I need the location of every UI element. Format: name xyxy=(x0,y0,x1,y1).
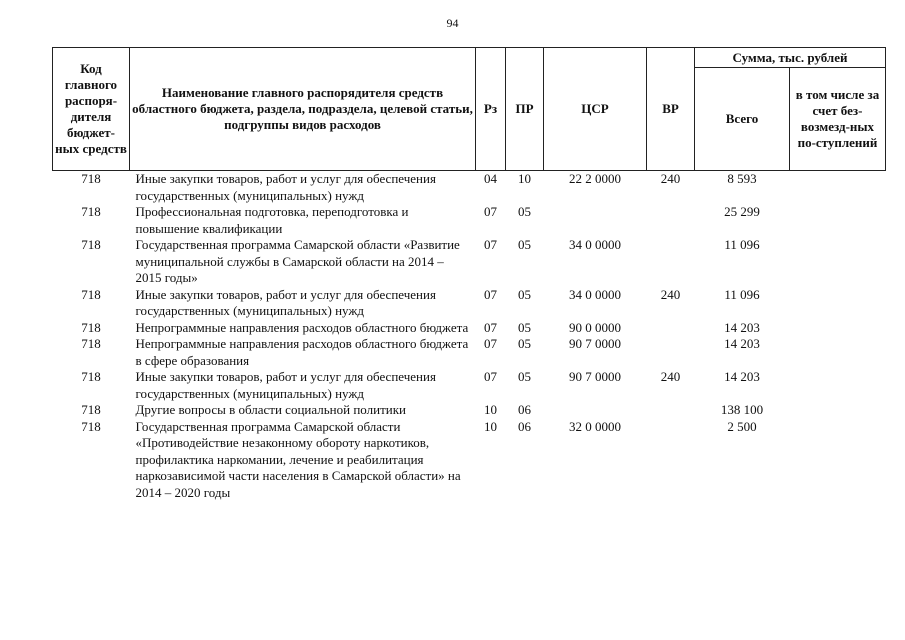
header-code: Код главного распоря-дителя бюджет-ных средств xyxy=(53,48,130,171)
cell-pr: 06 xyxy=(518,418,531,434)
cell-free xyxy=(790,237,886,287)
cell-csr: 34 0 0000 xyxy=(569,286,621,302)
cell-free xyxy=(790,402,886,419)
cell-vr: 240 xyxy=(660,171,681,186)
cell-pr: 05 xyxy=(518,286,531,302)
cell-pr: 05 xyxy=(518,237,531,252)
cell-rz: 10 xyxy=(484,402,497,417)
cell-code: 718 xyxy=(81,286,101,302)
cell-vr xyxy=(647,336,695,369)
cell-pr: 05 xyxy=(518,336,531,351)
cell-rz: 07 xyxy=(484,369,497,384)
cell-csr: 90 7 0000 xyxy=(569,369,621,384)
cell-code: 718 xyxy=(81,171,101,186)
cell-free xyxy=(790,336,886,369)
page-number: 94 xyxy=(446,16,459,30)
cell-code: 718 xyxy=(81,204,101,219)
budget-table xyxy=(52,47,886,501)
cell-csr: 90 7 0000 xyxy=(569,336,621,351)
header-name: Наименование главного распорядителя средств областного бюджета, раздела, подраздела, целевой статьи, подгруппы видов расходов xyxy=(130,48,476,171)
cell-csr xyxy=(544,204,647,237)
cell-total: 138 100 xyxy=(720,402,764,417)
cell-vr xyxy=(647,402,695,419)
cell-csr: 22 2 0000 xyxy=(569,171,621,186)
cell-total: 25 299 xyxy=(724,204,760,219)
cell-rz: 07 xyxy=(484,237,497,252)
header-sum: Сумма, тыс. рублей xyxy=(695,48,886,68)
cell-vr: 240 xyxy=(660,369,681,384)
cell-name: Иные закупки товаров, работ и услуг для обеспечения государственных (муниципальных) нужд xyxy=(135,171,436,203)
header-pr: ПР xyxy=(506,48,544,171)
cell-pr: 06 xyxy=(518,402,531,417)
cell-rz: 07 xyxy=(484,204,497,219)
table-row xyxy=(53,336,886,369)
cell-name: Профессиональная подготовка, переподготовка и повышение квалификации xyxy=(135,204,409,236)
cell-csr: 34 0 0000 xyxy=(569,237,621,252)
cell-name: Государственная программа Самарской области «Развитие муниципальной службы в Самарской области на 2014 – 2015 годы» xyxy=(135,237,460,285)
cell-total: 8 593 xyxy=(727,171,757,186)
cell-rz: 07 xyxy=(484,286,497,302)
header-total: Всего xyxy=(695,68,790,171)
cell-name: Государственная программа Самарской области «Противодействие незаконному обороту наркотиков, профилактика наркомании, лечение и реабилитация наркозависимой части населения в Самарской области» на 2014 – 2020 годы xyxy=(135,418,461,500)
cell-pr: 05 xyxy=(518,319,531,335)
cell-free xyxy=(790,287,886,320)
cell-free xyxy=(790,171,886,205)
table-row xyxy=(53,204,886,237)
cell-csr: 90 0 0000 xyxy=(569,319,621,335)
cell-csr: 32 0 0000 xyxy=(569,418,621,434)
cell-rz: 07 xyxy=(484,336,497,351)
header-vr: ВР xyxy=(647,48,695,171)
cell-code: 718 xyxy=(81,402,101,417)
cell-code: 718 xyxy=(81,336,101,351)
cell-name: Иные закупки товаров, работ и услуг для обеспечения государственных (муниципальных) нужд xyxy=(135,369,436,401)
cell-pr: 05 xyxy=(518,369,531,384)
table-row xyxy=(53,402,886,419)
table-row xyxy=(53,320,886,337)
header-rz: Рз xyxy=(476,48,506,171)
cell-code: 718 xyxy=(81,319,101,335)
cell-pr: 05 xyxy=(518,204,531,219)
cell-code: 718 xyxy=(81,418,101,434)
cell-vr xyxy=(647,419,695,502)
cell-csr xyxy=(544,402,647,419)
table-row xyxy=(53,369,886,402)
header-csr: ЦСР xyxy=(544,48,647,171)
cell-vr xyxy=(647,320,695,337)
cell-name: Иные закупки товаров, работ и услуг для обеспечения государственных (муниципальных) нужд xyxy=(135,286,436,318)
cell-code: 718 xyxy=(81,369,101,384)
table-row xyxy=(53,419,886,502)
cell-free xyxy=(790,419,886,502)
cell-rz: 10 xyxy=(484,418,497,434)
table-row xyxy=(53,171,886,205)
cell-pr: 10 xyxy=(518,171,531,186)
cell-name: Непрограммные направления расходов областного бюджета в сфере образования xyxy=(135,336,469,368)
table-row xyxy=(53,237,886,287)
cell-total: 14 203 xyxy=(724,319,760,335)
cell-total: 11 096 xyxy=(724,286,760,302)
cell-name: Непрограммные направления расходов областного бюджета xyxy=(135,319,469,335)
cell-vr xyxy=(647,204,695,237)
cell-total: 2 500 xyxy=(727,418,757,434)
cell-vr: 240 xyxy=(660,286,681,302)
cell-rz: 04 xyxy=(484,171,497,186)
cell-free xyxy=(790,320,886,337)
table-row xyxy=(53,287,886,320)
cell-total: 11 096 xyxy=(724,237,760,252)
cell-name: Другие вопросы в области социальной политики xyxy=(135,402,406,417)
cell-total: 14 203 xyxy=(724,336,760,351)
cell-total: 14 203 xyxy=(724,369,760,384)
cell-vr xyxy=(647,237,695,287)
cell-rz: 07 xyxy=(484,319,497,335)
cell-code: 718 xyxy=(81,237,101,252)
header-free: в том числе за счет без-возмезд-ных по-ступлений xyxy=(790,68,886,171)
cell-free xyxy=(790,369,886,402)
cell-free xyxy=(790,204,886,237)
